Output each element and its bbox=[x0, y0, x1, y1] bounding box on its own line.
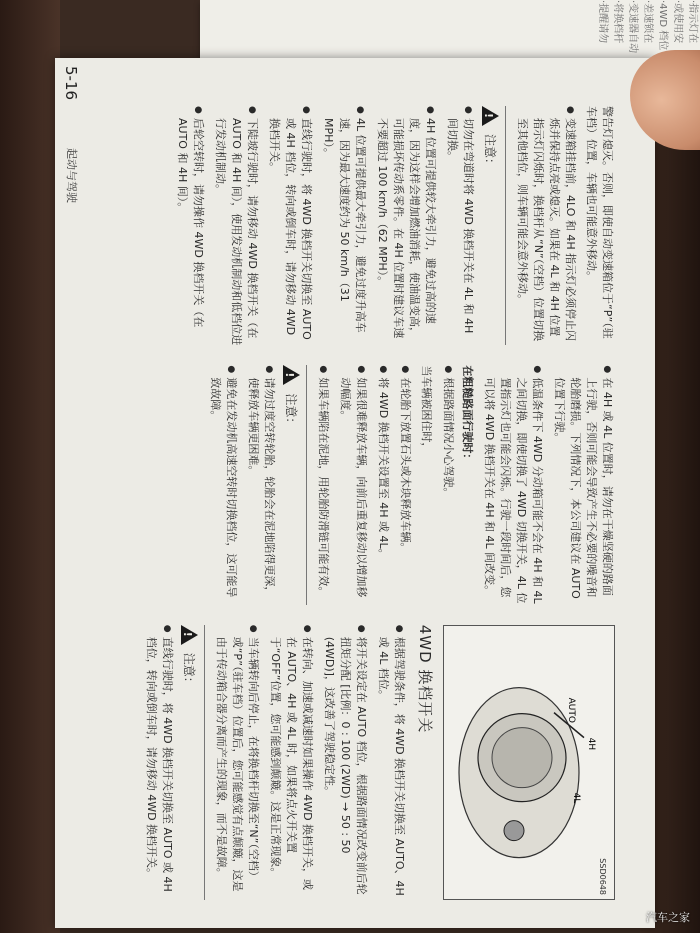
dial-label-4h: 4H bbox=[586, 737, 596, 750]
page-content bbox=[55, 58, 655, 928]
caution-item: ● 请勿过度空转轮胎，轮胎会在泥地陷得更深，使释放车辆更困难。 bbox=[245, 365, 277, 604]
caution-item: ● 直线行驶时，将 4WD 换档开关切换至 AUTO 或 4H 档位，转向或倒车时，请勿移动 4WD 换档开关。 bbox=[266, 106, 314, 345]
dial-label-4l: 4L bbox=[571, 792, 581, 804]
warning-icon bbox=[482, 106, 499, 126]
rough-road-heading: 在粗糙路面行驶时： bbox=[461, 365, 474, 465]
bullet-item: ● 在 4H 或 4L 位置时，请勿在干燥坚硬的路面上行驶，否则可能会导致产生不必要的噪音和轮胎磨损。下列情况下，本公司建议在 AUTO 位置下行驶。 bbox=[551, 365, 615, 604]
switch-figure bbox=[443, 625, 615, 900]
caution-header bbox=[482, 106, 506, 345]
caution-header bbox=[283, 365, 307, 604]
rough-road-item: ● 在轮胎下放置石头或木块释放车辆。 bbox=[397, 365, 413, 604]
warning-icon bbox=[181, 625, 198, 645]
manual-page bbox=[55, 58, 655, 928]
rough-road-item: ● 如果车辆陷在泥地，用轮胎防滑链可能有效。 bbox=[315, 365, 331, 604]
figure-code: SSD0648 bbox=[598, 858, 607, 895]
caution-item: ● 下陡坡行驶时，请勿移动 4WD 换档开关（在 AUTO 和 4H 间），使用发动机制动和低档位进行发动机制动。 bbox=[212, 106, 260, 345]
rough-road-item: ● 如果很难释放车辆，向前后重复移动以增加移动幅度。 bbox=[337, 365, 369, 604]
caution-item: ● 后轮空转时，请勿操作 4WD 换档开关（在 AUTO 和 4H 间）。 bbox=[174, 106, 206, 345]
column-3 bbox=[85, 625, 615, 900]
bullet-item: ● 在转向、加速或减速时如果操作 4WD 换档开关，或在 AUTO、4H 或 4L 时，如果将点火开关置于“OFF”位置，您可能感到颠簸。这是正常现象。 bbox=[267, 625, 315, 900]
background-left bbox=[0, 0, 60, 933]
caution-item: ● 4H 位置可提供较大牵引力，避免过高的速度，因为这样会增加燃油消耗，使油温变高，可能损坏传动系零件。在 4H 位置时建议车速不要超过 100 km/h（62 MPH）。 bbox=[374, 106, 438, 345]
caution-header bbox=[181, 625, 205, 900]
caution-label: 注意： bbox=[483, 134, 498, 171]
facing-page bbox=[200, 0, 700, 60]
stuck-text: 当车辆被困住时， bbox=[420, 365, 433, 454]
caution-item: ● 4L 位置可提供最大牵引力，避免过度升高车速，因为最大速度约为 50 km/h（31 MPH）。 bbox=[320, 106, 368, 345]
dial-label-auto: AUTO bbox=[566, 697, 576, 723]
caution-item: ● 切勿在弯道时将 4WD 换档开关在 4L 和 4H 间切换。 bbox=[444, 106, 476, 345]
facing-page-text: ·指示灯在 ·或使用安 ·4WD 档位 ·差速锁在 ·变速器自动 ·将换档杆 ·提醒请勿 bbox=[597, 0, 698, 54]
bullet-item: ● 低温条件下 4WD 分动箱可能不会在 4H 和 4L 之间切换，即使切换了 4WD 切换开关，4L 位置指示灯也可能会闪烁。行驶一段时间后，您可以将 4WD 换档开关在 4H 和 4L 间改变。 bbox=[481, 365, 545, 604]
caution-label: 注意： bbox=[182, 652, 197, 689]
text-columns bbox=[85, 106, 615, 900]
caution-label: 注意： bbox=[284, 393, 299, 430]
intro-text: 警告灯熄灭。否则，即使自动变速箱位于“P”（驻车档）位置，车辆也可能意外移动。 bbox=[585, 106, 614, 339]
bullet-item: ● 将开关设定在 AUTO 档位，根据路面情况改变前后轮扭矩分配 [比例：0 : 100 (2WD) → 50 : 50 (4WD)]，这改善了驾驶稳定性。 bbox=[321, 625, 369, 900]
chapter-title: 起动与驾驶 bbox=[65, 148, 78, 203]
bullet-indicator: ● 变速箱挂档前，4LO 和 4H 指示灯必须停止闪烁并保持点亮或熄灭。如果在 4L 和 4H 位置指示灯闪烁时，换档杆从“N”（空档）位置切换至其他档位，则车辆可能会意外移动。 bbox=[514, 106, 578, 345]
switch-diagram bbox=[444, 626, 614, 899]
page-number: 5-16 bbox=[62, 66, 80, 101]
bullet-item: ● 当车辆转向后停止，在将换档杆切换至“N”（空档）或“P”（驻车档）位置后，您可能感觉有点颠簸，这是由于传动箱合器分离而产生的现象，而不是故障。 bbox=[213, 625, 261, 900]
watermark: 汽车之家 bbox=[646, 911, 690, 924]
column-2 bbox=[85, 365, 615, 604]
warning-icon bbox=[283, 365, 300, 385]
bullet-item: ● 根据驾驶条件，将 4WD 换档开关切换至 AUTO、4H 或 4L 档位。 bbox=[375, 625, 407, 900]
rough-road-item: ● 根据路面情况小心驾驶。 bbox=[440, 365, 456, 604]
caution-item: ● 避免在发动机高速空转时切换档位，这可能导致故障。 bbox=[207, 365, 239, 604]
caution-item: ● 直线行驶时，将 4WD 换档开关切换至 AUTO 或 4H 档位，转向或倒车时，请勿移动 4WD 换档开关。 bbox=[143, 625, 175, 900]
section-title: 4WD 换档开关 bbox=[416, 624, 434, 734]
rough-road-item: ● 将 4WD 换档开关设置至 4H 或 4L。 bbox=[375, 365, 391, 604]
column-1 bbox=[85, 106, 615, 345]
